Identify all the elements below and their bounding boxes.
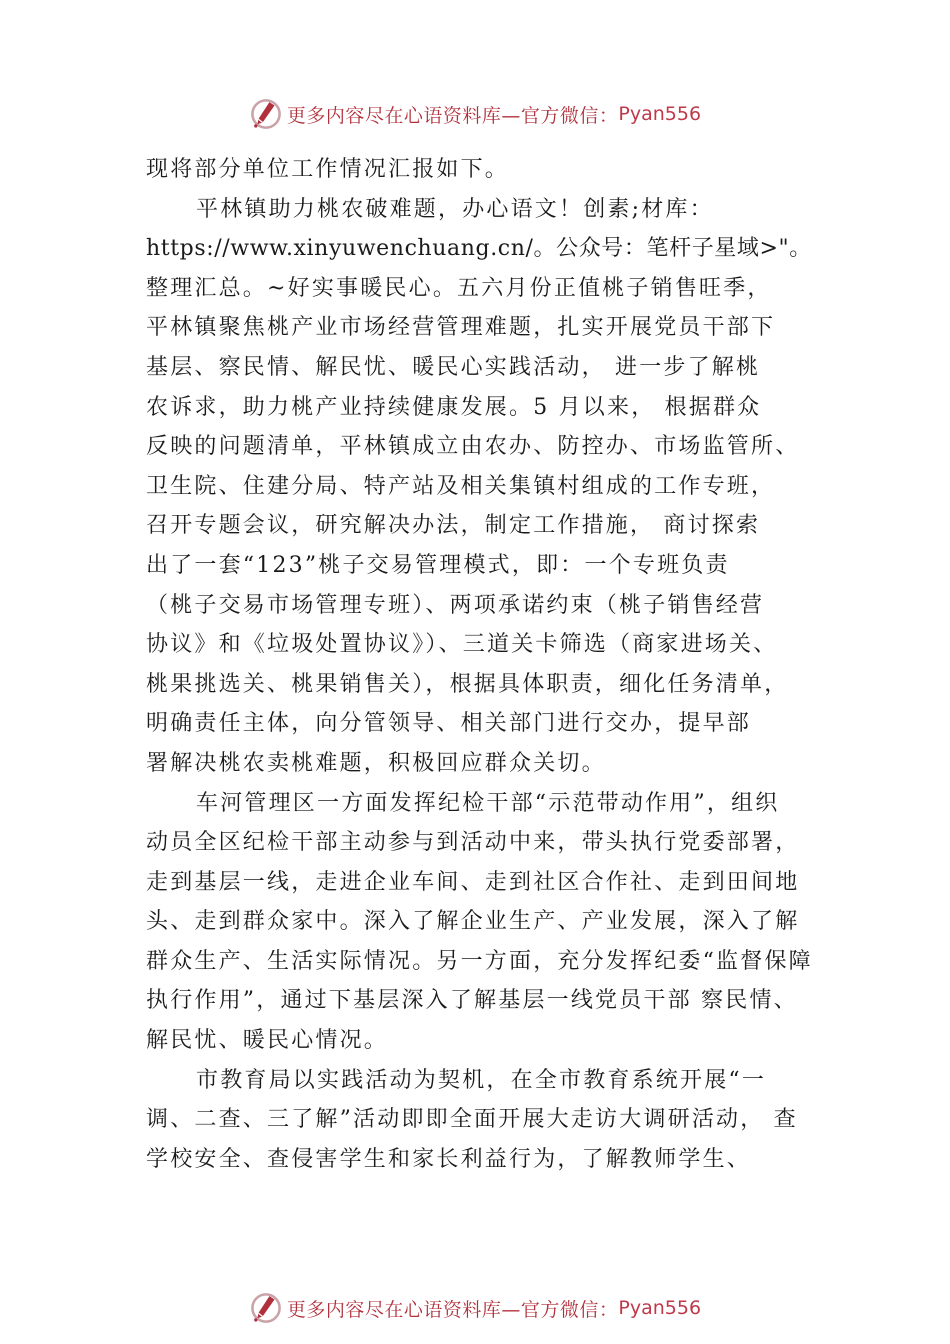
body-text-line: 署解决桃农卖桃难题，积极回应群众关切。: [146, 750, 606, 776]
header-wechat-id: Pyan556: [618, 103, 702, 125]
body-text-line: 解民忧、暖民心情况。: [146, 1028, 389, 1054]
body-text-line: 执行作用”，通过下基层深入了解基层一线党员干部 察民情、: [146, 988, 798, 1014]
body-text-line: 协议》和《垃圾处置协议》）、三道关卡筛选（商家进场关、: [146, 632, 778, 658]
body-text-line: 农诉求，助力桃产业持续健康发展。5 月以来， 根据群众: [146, 394, 762, 420]
body-text-line: 反映的问题清单，平林镇成立由农办、防控办、市场监管所、: [146, 434, 800, 460]
body-text-line: 召开专题会议，研究解决办法，制定工作措施， 商讨探索: [146, 513, 761, 539]
body-text-line: 群众生产、生活实际情况。另一方面，充分发挥纪委“监督保障: [146, 948, 813, 974]
pen-nib-logo-icon: [249, 97, 283, 131]
pen-nib-logo-icon: [249, 1291, 283, 1325]
body-text-line: 桃果挑选关、桃果销售关），根据具体职责，细化任务清单，: [146, 671, 789, 697]
body-text-line: 整理汇总。~好实事暖民心。五六月份正值桃子销售旺季，: [146, 275, 772, 301]
body-text-line: 基层、察民情、解民忧、暖民心实践活动， 进一步了解桃: [146, 354, 761, 380]
body-text-line: 调、二查、三了解”活动即即全面开展大走访大调研活动， 查: [146, 1107, 798, 1133]
footer-watermark-banner: [0, 1288, 950, 1328]
body-text-line: 卫生院、住建分局、特产站及相关集镇村组成的工作专班，: [146, 473, 776, 499]
body-text-line: 动员全区纪检干部主动参与到活动中来，带头执行党委部署，: [146, 830, 800, 856]
body-text-line: 平林镇助力桃农破难题，办心语文！创素;材库：: [196, 196, 714, 222]
body-text-line: （桃子交易市场管理专班）、两项承诺约束（桃子销售经营: [146, 592, 765, 618]
document-body: [146, 150, 846, 1179]
body-text-line: 出了一套“123”桃子交易管理模式，即：一个专班负责: [146, 552, 730, 578]
body-text-line: 学校安全、查侵害学生和家长利益行为，了解教师学生、: [146, 1146, 752, 1172]
footer-wechat-id: Pyan556: [618, 1297, 702, 1319]
body-text-line: 市教育局以实践活动为契机，在全市教育系统开展“一: [196, 1067, 767, 1093]
body-text-line: https://www.xinyuwenchuang.cn/。公众号：笔杆子星域>"。: [146, 236, 812, 262]
header-banner-text: 更多内容尽在心语资料库—官方微信：: [286, 104, 619, 127]
header-watermark-banner: [0, 94, 950, 134]
body-text-line: 头、走到群众家中。深入了解企业生产、产业发展，深入了解: [146, 909, 800, 935]
body-text-line: 平林镇聚焦桃产业市场经营管理难题，扎实开展党员干部下: [146, 315, 776, 341]
body-text-line: 车河管理区一方面发挥纪检干部“示范带动作用”，组织: [196, 790, 780, 816]
body-text-line: 走到基层一线，走进企业车间、走到社区合作社、走到田间地: [146, 869, 800, 895]
body-text-line: 明确责任主体，向分管领导、相关部门进行交办，提早部: [146, 711, 752, 737]
body-text-line: 现将部分单位工作情况汇报如下。: [146, 157, 510, 182]
footer-banner-text: 更多内容尽在心语资料库—官方微信：: [286, 1298, 619, 1321]
